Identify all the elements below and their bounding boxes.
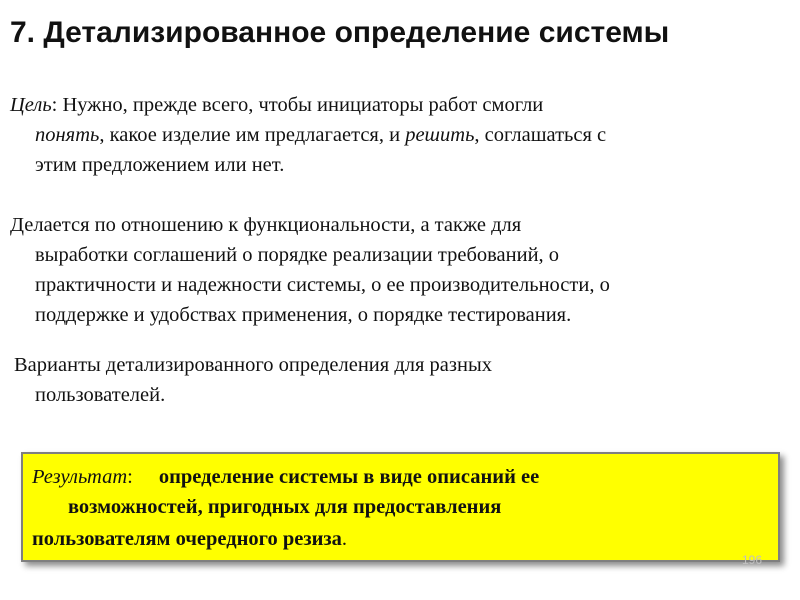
goal-label: Цель (10, 94, 52, 116)
result-box (21, 452, 780, 562)
result-line-1 (32, 462, 539, 492)
variants-line-1: Варианты детализированного определения для разных (14, 354, 492, 376)
goal-word-ponyat: понять (35, 124, 100, 146)
result-colon: : (127, 466, 133, 488)
slide-title: 7. Детализированное определение системы (10, 16, 670, 49)
goal-word-reshit: решить (405, 124, 475, 146)
result-line-1-text: определение системы в виде описаний ее (158, 466, 540, 488)
goal-line-2-mid: , какое изделие им предлагается, и (99, 124, 406, 146)
variants-paragraph (14, 350, 492, 410)
goal-line-2 (10, 120, 606, 150)
functionality-line-1: Делается по отношению к функциональности, а также для (10, 214, 522, 236)
functionality-line-4: поддержке и удобствах применения, о порядке тестирования. (35, 304, 572, 326)
slide-number: 196 (741, 553, 762, 567)
goal-line-3: этим предложением или нет. (35, 154, 285, 176)
goal-line-2-end: , соглашаться с (474, 124, 607, 146)
goal-line-1 (10, 90, 606, 120)
functionality-line-2: выработки соглашений о порядке реализации требований, о (35, 244, 560, 266)
result-line-3-end: . (341, 528, 348, 550)
result-line-2: возможностей, пригодных для предоставления (68, 496, 502, 518)
result-label: Результат (32, 466, 128, 488)
variants-line-2: пользователей. (35, 384, 166, 406)
functionality-line-3: практичности и надежности системы, о ее производительности, о (35, 274, 610, 296)
goal-line-1-text: : Нужно, прежде всего, чтобы инициаторы работ смогли (51, 94, 544, 116)
functionality-paragraph (10, 210, 610, 330)
result-line-3-text: пользователям очередного резиза (32, 528, 342, 550)
goal-paragraph (10, 90, 606, 180)
result-line-3 (32, 524, 347, 554)
